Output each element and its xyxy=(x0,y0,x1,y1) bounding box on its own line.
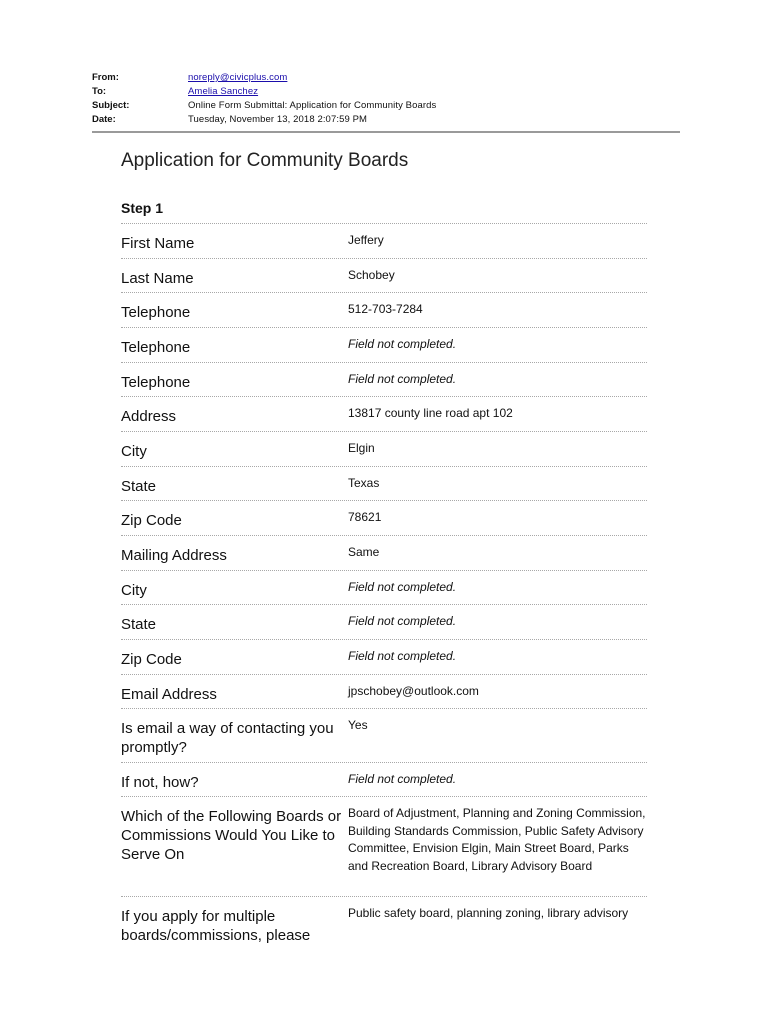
field-row xyxy=(121,674,647,708)
field-row xyxy=(121,500,647,535)
step-heading: Step 1 xyxy=(121,200,164,216)
field-row xyxy=(121,327,647,362)
field-label: Telephone xyxy=(121,374,191,391)
field-value: Schobey xyxy=(348,268,395,282)
field-label: City xyxy=(121,443,147,460)
email-from-row xyxy=(92,71,682,85)
field-value: 78621 xyxy=(348,510,382,524)
field-value: 13817 county line road apt 102 xyxy=(348,406,513,420)
field-value: Public safety board, planning zoning, library advisory xyxy=(348,906,629,920)
email-date-label: Date: xyxy=(92,114,116,125)
field-label: First Name xyxy=(121,235,195,252)
field-value: 512-703-7284 xyxy=(348,302,423,316)
email-header xyxy=(92,71,682,127)
field-row xyxy=(121,708,647,762)
field-label: Zip Code xyxy=(121,512,182,529)
field-row xyxy=(121,796,647,896)
form-title: Application for Community Boards xyxy=(121,150,409,171)
email-subject-row xyxy=(92,99,682,113)
field-value: Texas xyxy=(348,476,380,490)
field-value-empty: Field not completed. xyxy=(348,580,457,594)
field-label: Address xyxy=(121,408,177,425)
email-date-value: Tuesday, November 13, 2018 2:07:59 PM xyxy=(188,114,368,125)
field-label: Zip Code xyxy=(121,651,182,668)
field-label: City xyxy=(121,582,147,599)
email-subject-value: Online Form Submittal: Application for Community Boards xyxy=(188,100,437,111)
field-label: Email Address xyxy=(121,686,217,703)
field-row xyxy=(121,639,647,674)
email-date-row xyxy=(92,113,682,127)
field-row xyxy=(121,604,647,639)
field-row xyxy=(121,535,647,570)
email-from-link[interactable]: noreply@civicplus.com xyxy=(188,72,288,83)
field-value: Same xyxy=(348,545,380,559)
field-value: jpschobey@outlook.com xyxy=(348,684,479,698)
field-value-empty: Field not completed. xyxy=(348,649,457,663)
field-label: Last Name xyxy=(121,270,194,287)
field-label: State xyxy=(121,478,157,495)
field-value: Yes xyxy=(348,718,368,732)
field-row xyxy=(121,223,647,258)
field-value: Jeffery xyxy=(348,233,384,247)
field-label: Mailing Address xyxy=(121,547,227,564)
field-value-empty: Field not completed. xyxy=(348,337,457,351)
email-to-link[interactable]: Amelia Sanchez xyxy=(188,86,259,97)
field-value: Board of Adjustment, Planning and Zoning Commission, Building Standards Commission, Public Safety Advisory Committee, Envision Elgin, Main Street Board, Parks and Recreation Board, Library Advisory Board xyxy=(348,806,646,873)
header-divider xyxy=(92,131,680,133)
field-row xyxy=(121,431,647,466)
field-row xyxy=(121,466,647,500)
field-row xyxy=(121,896,647,948)
field-label: Telephone xyxy=(121,304,191,321)
email-to-row xyxy=(92,85,682,99)
form-fields xyxy=(121,223,647,948)
field-label: If you apply for multiple boards/commissions, please xyxy=(121,908,311,944)
field-value-empty: Field not completed. xyxy=(348,372,457,386)
field-label: If not, how? xyxy=(121,774,199,791)
field-value-empty: Field not completed. xyxy=(348,614,457,628)
field-label: Is email a way of contacting you promptly? xyxy=(121,720,334,756)
field-row xyxy=(121,258,647,292)
field-value: Elgin xyxy=(348,441,375,455)
email-to-label: To: xyxy=(92,86,107,97)
field-label: Telephone xyxy=(121,339,191,356)
field-label: State xyxy=(121,616,157,633)
field-row xyxy=(121,292,647,327)
field-row xyxy=(121,362,647,396)
email-from-label: From: xyxy=(92,72,119,83)
field-label: Which of the Following Boards or Commissions Would You Like to Serve On xyxy=(121,808,342,863)
field-row xyxy=(121,396,647,431)
field-row xyxy=(121,762,647,796)
field-value-empty: Field not completed. xyxy=(348,772,457,786)
email-subject-label: Subject: xyxy=(92,100,130,111)
field-row xyxy=(121,570,647,604)
